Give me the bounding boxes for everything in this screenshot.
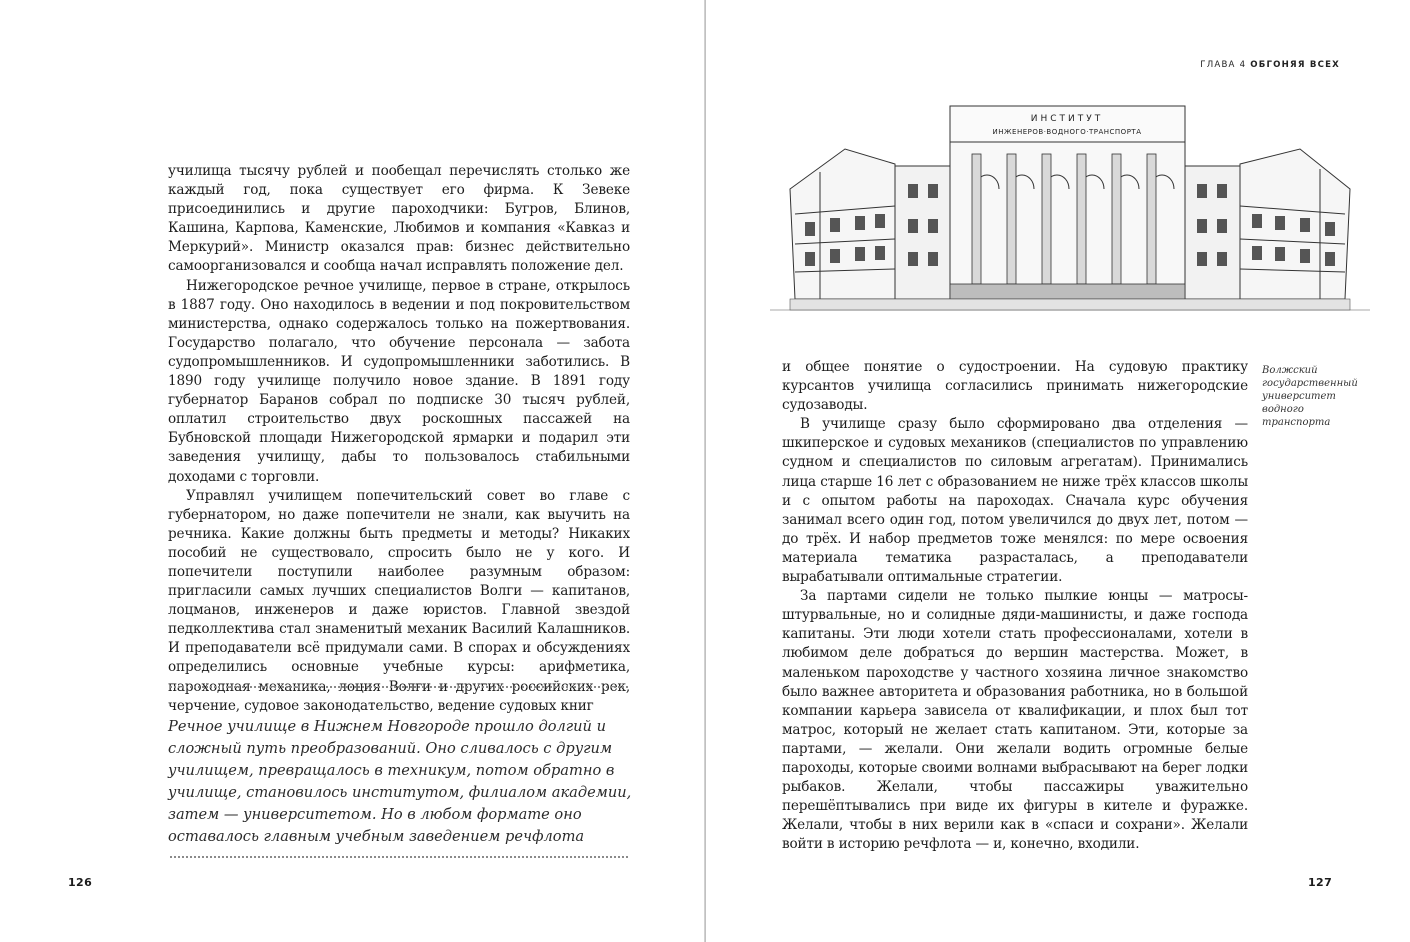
chapter-label: ГЛАВА 4 [1200,60,1247,70]
note-top-divider [170,686,628,688]
paragraph: и общее понятие о судостроении. На судовую практику курсантов училища согласились принимать нижегородские судозаводы. [782,359,1248,414]
illustration-caption: Волжский государственный университет водного транспорта [1262,365,1358,428]
right-body-text [782,358,1248,854]
paragraph: В училище сразу было сформировано два отделения — шкиперское и судовых механиков (специалистов по управлению судном и специалистов по силовым агрегатам). Принимались лица старше 16 лет с образованием не ниже трёх классов школы и с опытом работы на пароходах. Сначала курс обучения занимал всего один год, потом увеличился до двух лет, потом — до трёх. И набор предметов тоже менялся: по мере освоения материала тематика разрасталась, а преподаватели вырабатывали оптимальные стратегии. [782,416,1248,586]
paragraph: Нижегородское речное училище, первое в стране, открылось в 1887 году. Оно находилось в ведении и под покровительством министерства, однако содержалось только на пожертвования. Государство полагало, что обучение персонала — забота судопромышленников. И судопромышленники заботились. В 1890 году училище получило новое здание. В 1891 году губернатор Баранов собрал по подписке 30 тысяч рублей, оплатил строительство двух роскошных пассажей на Бубновской площади Нижегородской ярмарки и подарил эти заведения училищу, дабы то пользовалось стабильными доходами с торговли. [168,277,630,485]
institute-building-illustration [760,94,1380,334]
paragraph: училища тысячу рублей и пообещал перечислять столько же каждый год, пока существует его фирма. К Зевеке присоединились и другие пароходчики: Бугров, Блинов, Кашина, Карпова, Каменские, Любимов и компания «Кавказ и Меркурий». Министр оказался прав: бизнес действительно самоорганизовался и сообща начал исправлять положение дел. [168,163,630,275]
running-head [1200,60,1340,70]
paragraph: За партами сидели не только пылкие юнцы — матросы-штурвальные, но и солидные дяди-машинисты, и даже господа капитаны. Эти люди хотели стать профессионалами, хотели в любимом деле добраться до вершин мастерства. Может, в маленьком пароходстве у частного хозяина личное знакомство было важнее авторитета и образования работника, но в большой компании карьера зависела от квалификации, и плох был тот матрос, который не желает стать капитаном. Эти, которые за партами, — желали. Они желали водить огромные белые пароходы, которые своими волнами выбрасывают на берег лодки рыбаков. Желали, чтобы пассажиры уважительно перешёптывались при виде их фигуры в кителе и фуражке. Желали, чтобы в них верили как в «спаси и сохрани». Желали войти в историю речфлота — и, конечно, входили. [782,588,1248,853]
note-bottom-divider [170,856,628,858]
right-page [706,0,1410,942]
building-sign-line-2: ИНЖЕНЕРОВ·ВОДНОГО·ТРАНСПОРТА [992,128,1142,136]
left-page [0,0,704,942]
left-body-text [168,162,630,716]
building-sign-line-1: ИНСТИТУТ [1030,114,1104,124]
paragraph: Управлял училищем попечительский совет во главе с губернатором, но даже попечители не знали, как выучить на речника. Какие должны быть предметы и методы? Никаких пособий не существовало, спросить было не у кого. И попечители поступили наиболее разумным образом: пригласили самых лучших специалистов Волги — капитанов, лоцманов, инженеров и даже юристов. Главной звездой педколлектива стал знаменитый механик Василий Калашников. И преподаватели всё придумали сами. В спорах и обсуждениях определились основные учебные курсы: арифметика, пароходная механика, лоция Волги и других российских рек, черчение, судовое законодательство, ведение судовых книг [168,487,630,714]
page-number-left: 126 [68,876,93,889]
sidenote-text: Речное училище в Нижнем Новгороде прошло долгий и сложный путь преобразований. Оно сливалось с другим училищем, превращалось в техникум, потом обратно в училище, становилось институтом, филиалом академии, затем — университетом. Но в любом формате оно оставалось главным учебным заведением речфлота [168,718,632,845]
page-number-right: 127 [1308,876,1333,889]
chapter-title: ОБГОНЯЯ ВСЕХ [1250,60,1340,70]
